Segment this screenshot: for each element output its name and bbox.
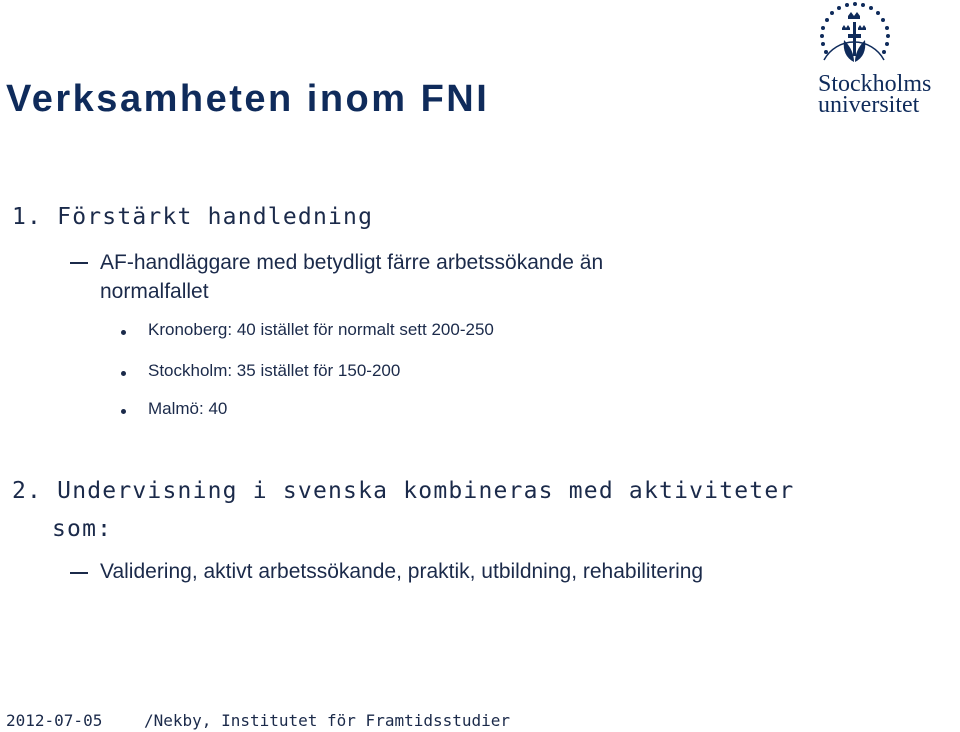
logo-wordmark-line2: universitet [818,92,920,118]
footer-author: /Nekby, Institutet för Framtidsstudier [144,711,511,730]
bullet-icon [121,330,126,335]
bullet-item-kronoberg: Kronoberg: 40 istället för normalt sett 200-250 [148,320,494,339]
stockholms-universitet-logo [812,0,960,122]
section1-item-line2: normalfallet [100,280,209,303]
bullet-item-stockholm: Stockholm: 35 istället för 150-200 [148,361,401,380]
bullet-icon [121,371,126,376]
bullet-item-malmo: Malmö: 40 [148,399,228,418]
dash-marker [70,262,88,264]
dash-marker [70,572,88,574]
section1-item-line1: AF-handläggare med betydligt färre arbetssökande än [100,251,604,274]
section2-heading-line2: som: [52,516,113,542]
university-seal-icon [814,0,894,72]
section2-item: Validering, aktivt arbetssökande, praktik, utbildning, rehabilitering [100,560,704,583]
bullet-icon [121,409,126,414]
section1-heading: 1. Förstärkt handledning [12,204,374,230]
footer-date: 2012-07-05 [6,711,103,730]
slide-title: Verksamheten inom FNI [6,78,490,120]
section2-heading: 2. Undervisning i svenska kombineras med aktiviteter [12,478,795,504]
logo-wordmark-line1: Stockholms [818,71,932,97]
